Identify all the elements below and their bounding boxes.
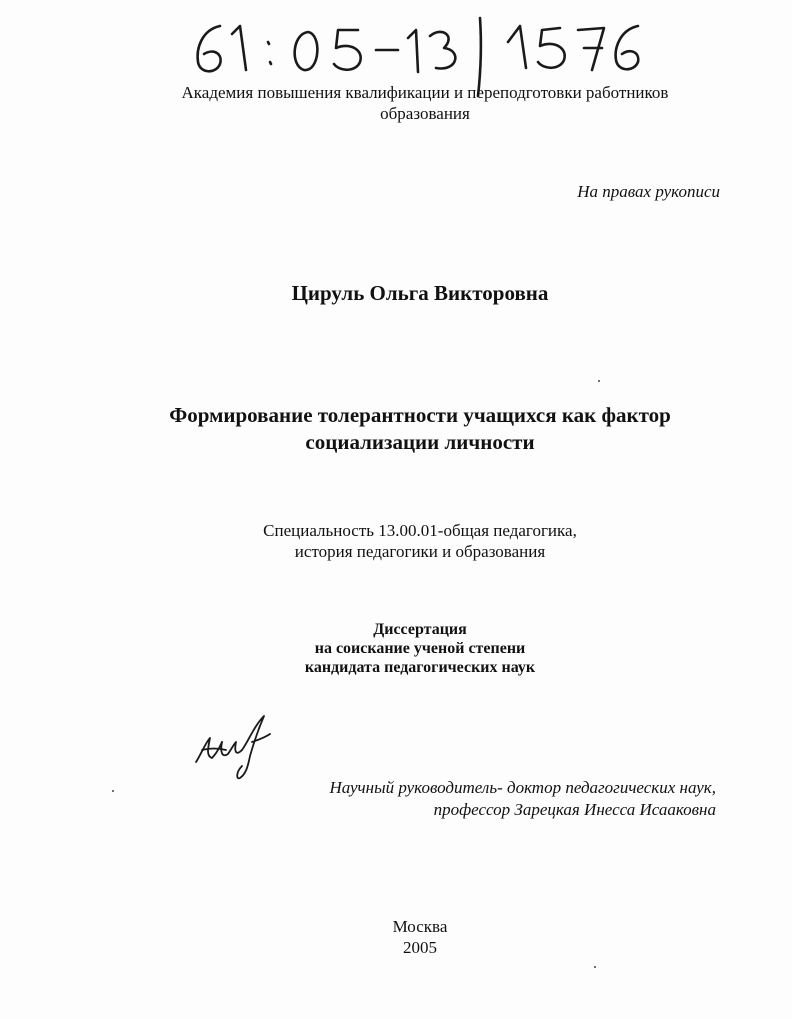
academy-line-2: образования (380, 104, 470, 123)
degree-line-3: кандидата педагогических наук (304, 659, 536, 676)
title-line-2: социализации личности (305, 430, 535, 454)
place-and-year (320, 916, 520, 958)
title-line-1: Формирование толерантности учащихся как фактор (169, 403, 671, 427)
rights-note: На правах рукописи (577, 182, 720, 201)
degree-statement (150, 620, 690, 677)
degree-line-2: на соискание ученой степени (314, 640, 526, 657)
specialty-line-1: Специальность 13.00.01-общая педагогика, (263, 521, 577, 540)
scan-speck (594, 966, 596, 968)
year: 2005 (403, 938, 437, 957)
specialty-line-2: история педагогики и образования (294, 542, 546, 561)
advisor-line-2: профессор Зарецкая Инесса Исааковна (433, 800, 716, 819)
academy-line-1: Академия повышения квалификации и переподготовки работников (181, 83, 669, 102)
handwritten-signature (192, 712, 280, 784)
scientific-advisor (329, 777, 716, 821)
degree-line-1: Диссертация (373, 621, 467, 638)
author-name: Цируль Ольга Викторовна (291, 281, 549, 305)
scan-speck (112, 790, 114, 792)
dissertation-title (100, 402, 740, 456)
academy-name (120, 82, 730, 124)
specialty (150, 520, 690, 562)
city: Москва (392, 917, 448, 936)
advisor-line-1: Научный руководитель- доктор педагогических наук, (329, 778, 716, 797)
scan-speck (598, 380, 600, 382)
